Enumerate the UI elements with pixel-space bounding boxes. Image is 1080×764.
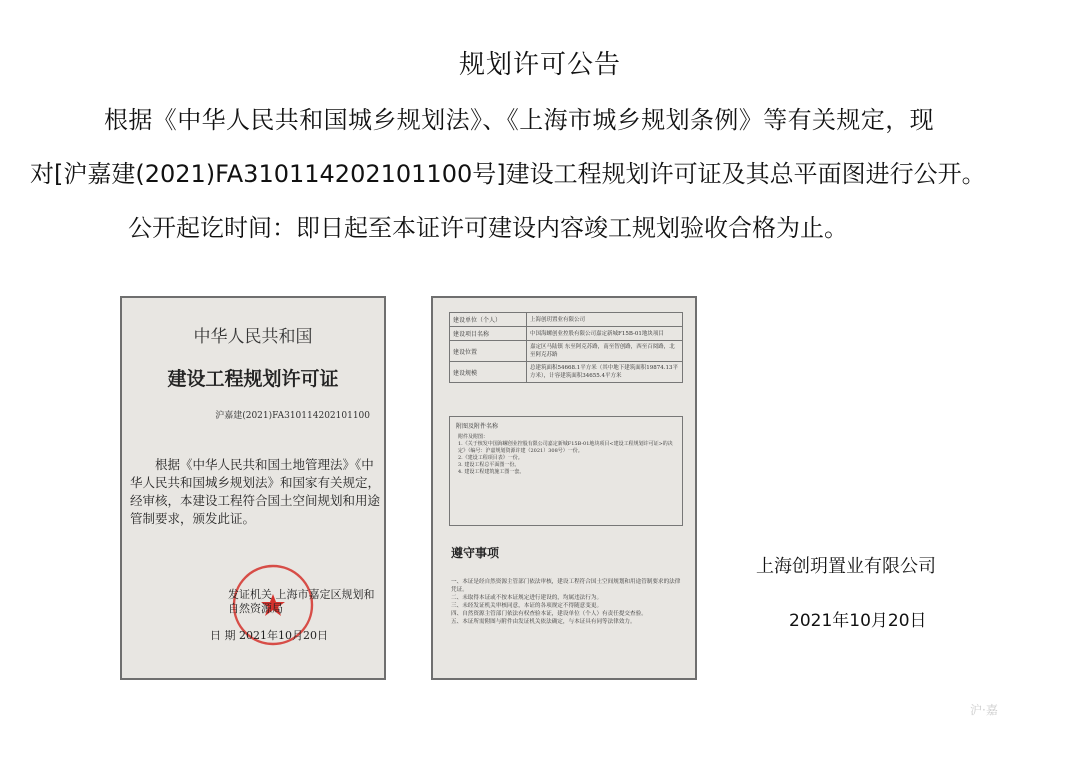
announcement-date: 2021年10月20日: [789, 611, 927, 631]
table-row: [450, 313, 683, 327]
list-item: 4. 建设工程建筑施工图一套。: [458, 469, 525, 475]
list-item: 附件及附图：: [458, 434, 489, 440]
list-item: 三、未经发证机关审核同意，本证的各项规定不得随意变更。: [451, 603, 603, 609]
annex-box: [449, 416, 683, 526]
table-key: 建设规模: [450, 362, 527, 383]
table-key: 建设单位（个人）: [450, 313, 527, 327]
list-item: 五、本证所需附图与附件由发证机关依法确定，与本证具有同等法律效力。: [451, 619, 636, 625]
table-value: 总建筑面积54668.1平方米（其中地下建筑面积19874.13平方米），计容建筑面积34655.4平方米: [527, 362, 683, 383]
annex-title: 附图及附件名称: [456, 423, 499, 430]
notice-paragraph-3: 公开起讫时间：即日起至本证许可建设内容竣工规划验收合格为止。: [128, 214, 848, 242]
permit-certificate-front: [120, 296, 386, 680]
compliance-title: 遵守事项: [451, 546, 500, 560]
permit-certificate-back: [431, 296, 697, 680]
table-key: 建设位置: [450, 341, 527, 362]
table-row: [450, 327, 683, 341]
issuer-name: 上海市嘉定区规划和自然资源局: [228, 588, 375, 615]
table-row: [450, 362, 683, 383]
list-item: 3. 建设工程总平面图一份。: [458, 462, 520, 468]
certificate-country: 中华人民共和国: [193, 327, 313, 347]
notice-paragraph-2: 对[沪嘉建(2021)FA310114202101100号]建设工程规划许可证及其总平面图进行公开。: [30, 160, 986, 188]
certificate-issuer: [228, 588, 378, 616]
certificate-date: [210, 627, 328, 643]
table-value: 嘉定区马陆镇 东至阿克苏路，南至智创路，西至百阅路，北至阿克苏路: [527, 341, 683, 362]
annex-list: [458, 434, 674, 476]
list-item: 2.《建设工程项目表》一份。: [458, 455, 523, 461]
date-value: 2021年10月20日: [239, 629, 328, 642]
project-info-table: [449, 312, 683, 383]
table-value: 上海创玥置业有限公司: [527, 313, 683, 327]
watermark: 沪·嘉: [970, 703, 998, 717]
compliance-list: [451, 578, 683, 626]
company-name: 上海创玥置业有限公司: [756, 556, 936, 577]
table-value: 中国海螺创业控股有限公司嘉定新城F15B-01地块项目: [527, 327, 683, 341]
list-item: 一、本证是经自然资源主管部门依法审核，建设工程符合国土空间规划和用途管制要求的法律凭证。: [451, 579, 681, 593]
list-item: 二、未取得本证或不按本证规定进行建设的，均属违法行为。: [451, 595, 603, 601]
notice-title: 规划许可公告: [458, 50, 621, 80]
certificate-title: 建设工程规划许可证: [167, 368, 339, 390]
table-key: 建设项目名称: [450, 327, 527, 341]
certificate-number: 沪嘉建(2021)FA310114202101100: [215, 411, 370, 421]
list-item: 四、自然资源主管部门依法有权查验本证，建设单位（个人）有责任提交查验。: [451, 611, 647, 617]
certificate-body: 根据《中华人民共和国土地管理法》《中华人民共和国城乡规划法》和国家有关规定，经审核，本建设工程符合国土空间规划和用途管制要求，颁发此证。: [130, 457, 381, 526]
notice-paragraph-1: 根据《中华人民共和国城乡规划法》、《上海市城乡规划条例》等有关规定，现: [104, 106, 934, 134]
table-row: [450, 341, 683, 362]
issuer-label: 发证机关: [228, 588, 272, 601]
date-label: 日 期: [210, 629, 236, 642]
list-item: 1.《关于核发中国海螺创业控股有限公司嘉定新城F15B-01地块项目<建设工程规划许可证>的决定》（编号：沪嘉规划资源许建（2021）308号）一份。: [458, 441, 673, 454]
